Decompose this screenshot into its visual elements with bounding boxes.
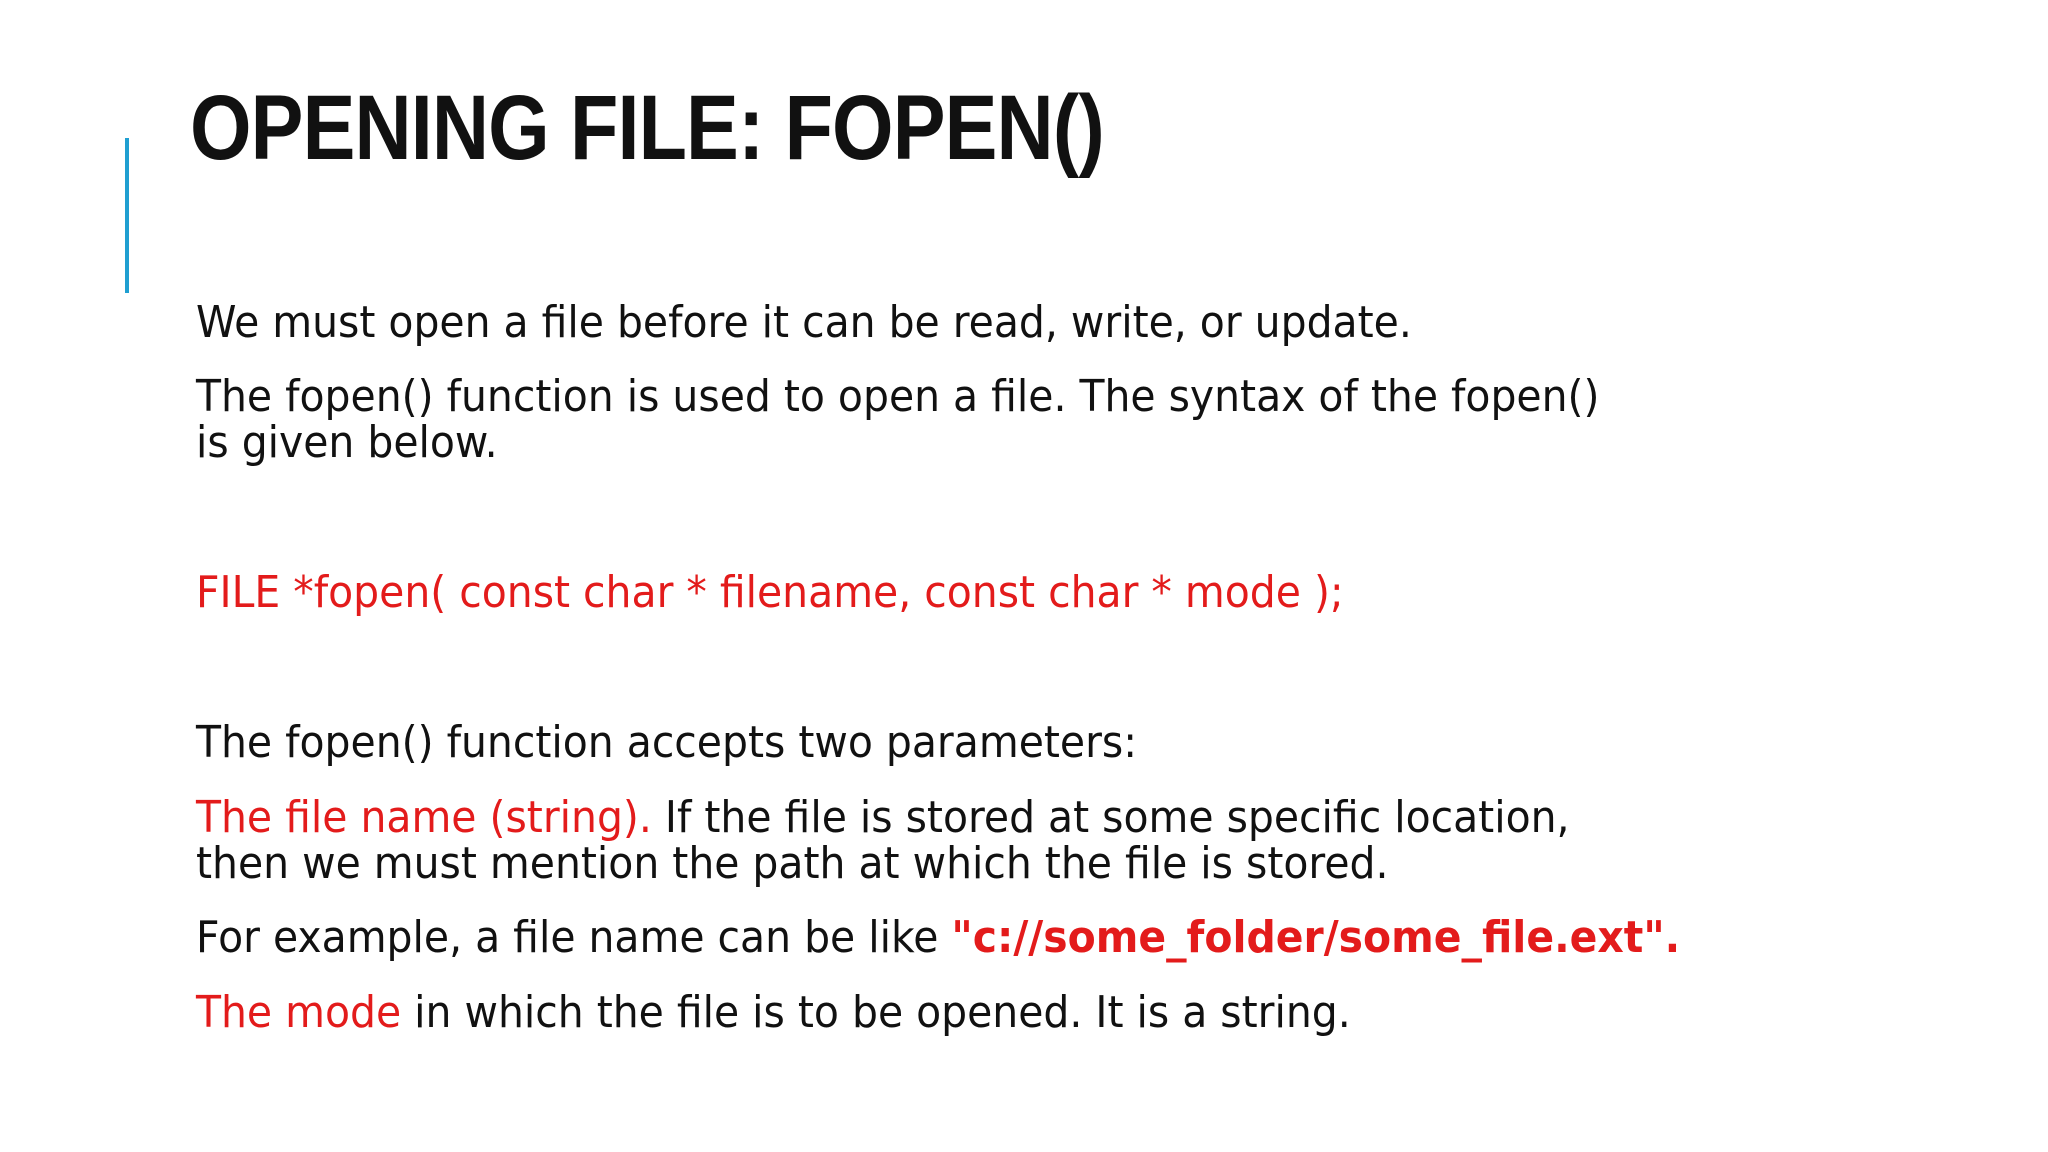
mode-highlight: The mode <box>196 987 402 1038</box>
slide-title: OPENING FILE: FOPEN() <box>190 77 1104 179</box>
example-path: "c://some_folder/some_file.ext". <box>951 912 1681 963</box>
file-name-highlight: The file name (string). <box>196 792 652 843</box>
paragraph-mode-parameter <box>196 987 1351 1038</box>
file-name-description: If the file is stored at some specific location, <box>651 792 1570 843</box>
example-prefix: For example, a file name can be like <box>196 912 952 963</box>
fopen-syntax: FILE *fopen( const char * filename, const char * mode ); <box>196 567 1344 618</box>
paragraph-file-name-line1 <box>196 792 1570 843</box>
paragraph-file-name-example <box>196 912 1681 963</box>
title-accent-bar <box>125 138 129 293</box>
paragraph-open-before-read: We must open a file before it can be read, write, or update. <box>196 297 1412 348</box>
paragraph-parameters-intro: The fopen() function accepts two parameters: <box>196 717 1138 768</box>
paragraph-fopen-description-line2: is given below. <box>196 417 498 468</box>
paragraph-fopen-description-line1: The fopen() function is used to open a file. The syntax of the fopen() <box>196 371 1600 422</box>
mode-description: in which the file is to be opened. It is a string. <box>401 987 1351 1038</box>
paragraph-file-name-line2: then we must mention the path at which the file is stored. <box>196 838 1389 889</box>
